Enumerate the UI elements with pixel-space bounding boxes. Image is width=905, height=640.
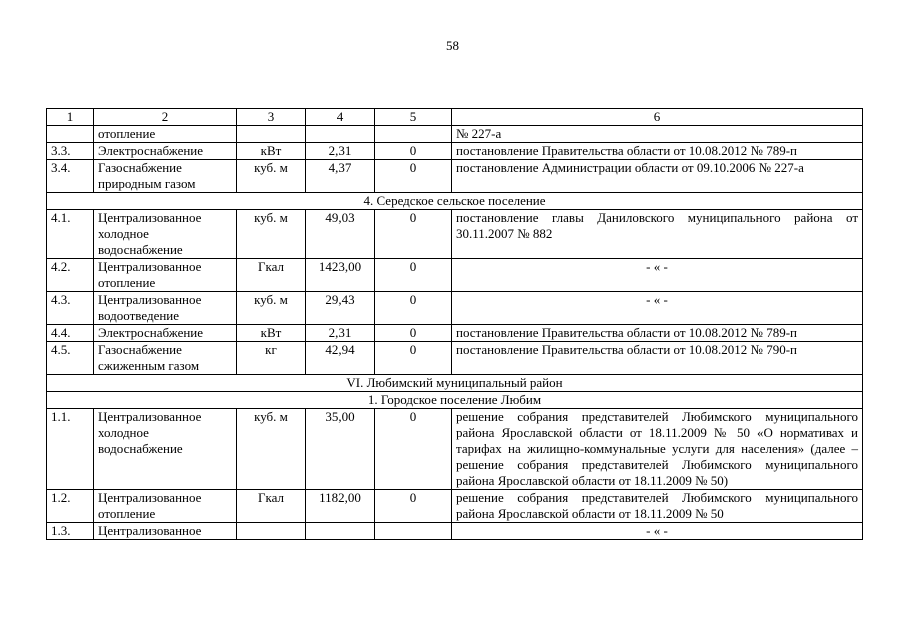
extra-value-cell: 0 <box>375 342 452 375</box>
extra-value-cell: 0 <box>375 210 452 259</box>
row-number-cell: 1.1. <box>47 409 94 490</box>
legal-basis-cell: постановление Правительства области от 10.08.2012 № 789-п <box>452 143 863 160</box>
row-number-cell: 4.1. <box>47 210 94 259</box>
norm-value-cell: 29,43 <box>306 292 375 325</box>
header-cell: 6 <box>452 109 863 126</box>
table-row <box>47 126 863 143</box>
unit-cell: куб. м <box>237 409 306 490</box>
norm-value-cell: 1423,00 <box>306 259 375 292</box>
legal-basis-cell: - « - <box>452 292 863 325</box>
row-number-cell: 4.3. <box>47 292 94 325</box>
table-header-row <box>47 109 863 126</box>
unit-cell <box>237 523 306 540</box>
header-cell: 4 <box>306 109 375 126</box>
extra-value-cell: 0 <box>375 325 452 342</box>
unit-cell: кВт <box>237 325 306 342</box>
row-number-cell: 1.3. <box>47 523 94 540</box>
header-cell: 1 <box>47 109 94 126</box>
row-number-cell: 3.3. <box>47 143 94 160</box>
norm-value-cell: 1182,00 <box>306 490 375 523</box>
unit-cell: куб. м <box>237 210 306 259</box>
service-name-cell: Газоснабжение сжиженным газом <box>94 342 237 375</box>
extra-value-cell <box>375 126 452 143</box>
legal-basis-cell: постановление Правительства области от 10.08.2012 № 789-п <box>452 325 863 342</box>
table-row <box>47 160 863 193</box>
norms-table <box>46 108 863 540</box>
table-row <box>47 143 863 160</box>
header-cell: 3 <box>237 109 306 126</box>
norm-value-cell <box>306 523 375 540</box>
unit-cell: куб. м <box>237 292 306 325</box>
unit-cell: кг <box>237 342 306 375</box>
row-number-cell: 4.5. <box>47 342 94 375</box>
extra-value-cell: 0 <box>375 490 452 523</box>
row-number-cell: 4.2. <box>47 259 94 292</box>
service-name-cell: Централизованное водоотведение <box>94 292 237 325</box>
legal-basis-cell: постановление Администрации области от 09.10.2006 № 227-а <box>452 160 863 193</box>
row-number-cell <box>47 126 94 143</box>
row-number-cell: 3.4. <box>47 160 94 193</box>
row-number-cell: 1.2. <box>47 490 94 523</box>
header-cell: 5 <box>375 109 452 126</box>
unit-cell: куб. м <box>237 160 306 193</box>
section-title: 4. Середское сельское поселение <box>47 193 863 210</box>
table-row <box>47 409 863 490</box>
section-title: VI. Любимский муниципальный район <box>47 375 863 392</box>
section-title: 1. Городское поселение Любим <box>47 392 863 409</box>
table-row <box>47 325 863 342</box>
extra-value-cell: 0 <box>375 160 452 193</box>
table-row <box>47 523 863 540</box>
service-name-cell: Централизованное <box>94 523 237 540</box>
service-name-cell: Электроснабжение <box>94 143 237 160</box>
norm-value-cell: 4,37 <box>306 160 375 193</box>
norm-value-cell: 42,94 <box>306 342 375 375</box>
table-row <box>47 292 863 325</box>
legal-basis-cell: постановление главы Даниловского муниципального района от 30.11.2007 № 882 <box>452 210 863 259</box>
unit-cell: Гкал <box>237 490 306 523</box>
page-number: 58 <box>446 38 459 53</box>
norm-value-cell: 2,31 <box>306 325 375 342</box>
norm-value-cell: 35,00 <box>306 409 375 490</box>
section-row <box>47 193 863 210</box>
legal-basis-cell: решение собрания представителей Любимского муниципального района Ярославской области от 18.11.2009 № 50 «О нормативах и тарифах на жилищно-коммунальные услуги для населения» (далее – решение собрания представителей Любимского муниципального района Ярославской области от 18.11.2009 № 50) <box>452 409 863 490</box>
norm-value-cell: 2,31 <box>306 143 375 160</box>
legal-basis-cell: - « - <box>452 259 863 292</box>
service-name-cell: Централизованное отопление <box>94 259 237 292</box>
service-name-cell: Централизованное холодное водоснабжение <box>94 210 237 259</box>
service-name-cell: Газоснабжение природным газом <box>94 160 237 193</box>
legal-basis-cell: постановление Правительства области от 10.08.2012 № 790-п <box>452 342 863 375</box>
table-row <box>47 210 863 259</box>
service-name-cell: Централизованное отопление <box>94 490 237 523</box>
unit-cell: Гкал <box>237 259 306 292</box>
header-cell: 2 <box>94 109 237 126</box>
legal-basis-cell: № 227-а <box>452 126 863 143</box>
service-name-cell: отопление <box>94 126 237 143</box>
service-name-cell: Электроснабжение <box>94 325 237 342</box>
extra-value-cell: 0 <box>375 292 452 325</box>
norm-value-cell: 49,03 <box>306 210 375 259</box>
row-number-cell: 4.4. <box>47 325 94 342</box>
legal-basis-cell: решение собрания представителей Любимского муниципального района Ярославской области от 18.11.2009 № 50 <box>452 490 863 523</box>
section-row <box>47 392 863 409</box>
table-row <box>47 342 863 375</box>
norm-value-cell <box>306 126 375 143</box>
table-row <box>47 259 863 292</box>
unit-cell: кВт <box>237 143 306 160</box>
unit-cell <box>237 126 306 143</box>
extra-value-cell: 0 <box>375 409 452 490</box>
legal-basis-cell: - « - <box>452 523 863 540</box>
table-row <box>47 490 863 523</box>
extra-value-cell: 0 <box>375 259 452 292</box>
extra-value-cell: 0 <box>375 143 452 160</box>
section-row <box>47 375 863 392</box>
service-name-cell: Централизованное холодное водоснабжение <box>94 409 237 490</box>
extra-value-cell <box>375 523 452 540</box>
